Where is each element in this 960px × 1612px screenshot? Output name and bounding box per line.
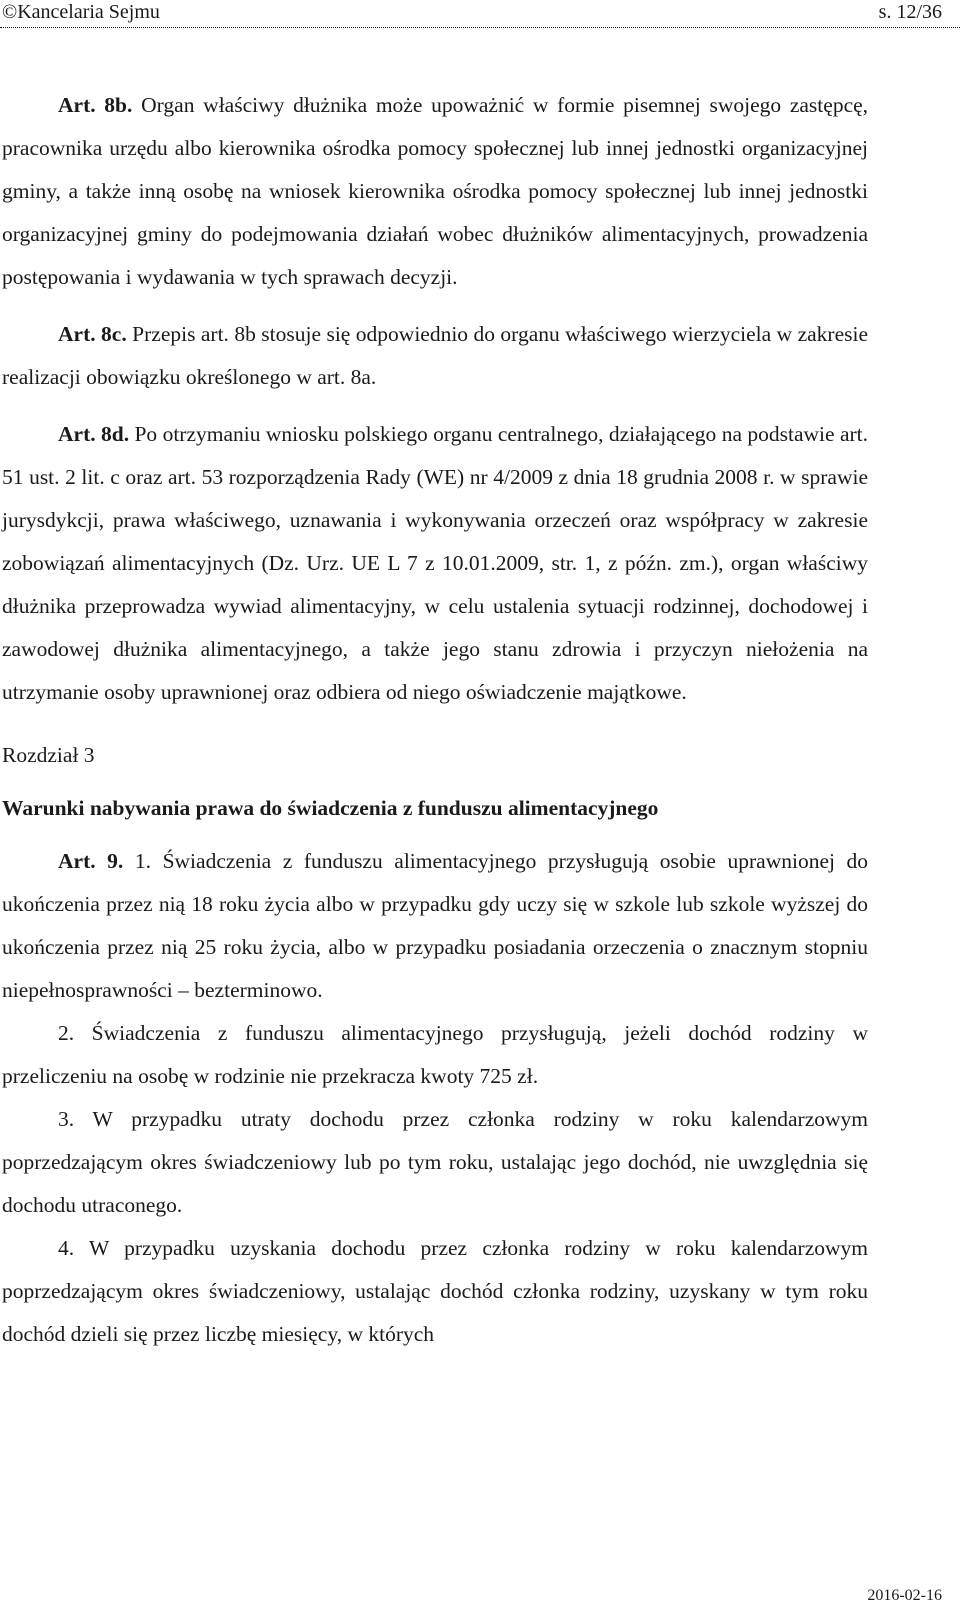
paragraph-text: Świadczenia z funduszu alimentacyjnego przysługują osobie uprawnionej do ukończenia przez nią 18 roku życia albo w przypadku gdy uczy się w szkole lub szkole wyższej do ukończenia przez nią 25 roku życia, albo w przypadku posiadania orzeczenia o znacznym stopniu niepełnosprawności – bezterminowo.: [2, 849, 869, 1002]
article-label: Art. 8d.: [58, 422, 130, 446]
paragraph-number: 1.: [134, 849, 151, 873]
page-number: s. 12/36: [878, 1, 942, 23]
article-9-para-3: 3. W przypadku utraty dochodu przez członka rodziny w roku kalendarzowym poprzedzającym okres świadczeniowy lub po tym roku, ustalając jego dochód, nie uwzględnia się dochodu utraconego.: [2, 1107, 868, 1217]
chapter-title: Warunki nabywania prawa do świadczenia z funduszu alimentacyjnego: [2, 796, 659, 820]
document-body: [2, 84, 868, 1356]
article-8b: [2, 84, 868, 299]
chapter-number: Rozdział 3: [2, 743, 95, 767]
footer-date: 2016-02-16: [867, 1587, 942, 1604]
article-8d: [2, 413, 868, 714]
article-label: Art. 9.: [58, 849, 124, 873]
article-8c: [2, 313, 868, 399]
header-divider: [0, 27, 960, 28]
article-9-para-4: 4. W przypadku uzyskania dochodu przez członka rodziny w roku kalendarzowym poprzedzającym okres świadczeniowy, ustalając dochód członka rodziny, uzyskany w tym roku dochód dzieli się przez liczbę miesięcy, w których: [2, 1236, 868, 1346]
article-text: Organ właściwy dłużnika może upoważnić w formie pisemnej swojego zastępcę, pracownika urzędu albo kierownika ośrodka pomocy społecznej lub innej jednostki organizacyjnej gminy, a także inną osobę na wniosek kierownika ośrodka pomocy społecznej lub innej jednostki organizacyjnej gminy do podejmowania działań wobec dłużników alimentacyjnych, prowadzenia postępowania i wydawania w tych sprawach decyzji.: [2, 93, 869, 289]
article-label: Art. 8c.: [58, 322, 127, 346]
page-header: [0, 0, 960, 30]
article-9-para-2: 2. Świadczenia z funduszu alimentacyjnego przysługują, jeżeli dochód rodziny w przeliczeniu na osobę w rodzinie nie przekracza kwoty 725 zł.: [2, 1021, 868, 1088]
publisher-label: ©Kancelaria Sejmu: [2, 1, 160, 23]
article-text: Przepis art. 8b stosuje się odpowiednio do organu właściwego wierzyciela w zakresie realizacji obowiązku określonego w art. 8a.: [2, 322, 868, 389]
article-text: Po otrzymaniu wniosku polskiego organu centralnego, działającego na podstawie art. 51 ust. 2 lit. c oraz art. 53 rozporządzenia Rady (WE) nr 4/2009 z dnia 18 grudnia 2008 r. w sprawie jurysdykcji, prawa właściwego, uznawania i wykonywania orzeczeń oraz współpracy w zakresie zobowiązań alimentacyjnych (Dz. Urz. UE L 7 z 10.01.2009, str. 1, z późn. zm.), organ właściwy dłużnika przeprowadza wywiad alimentacyjny, w celu ustalenia sytuacji rodzinnej, dochodowej i zawodowej dłużnika alimentacyjnego, a także jego stanu zdrowia i przyczyn niełożenia na utrzymanie osoby uprawnionej oraz odbiera od niego oświadczenie majątkowe.: [2, 422, 868, 704]
article-label: Art. 8b.: [58, 93, 133, 117]
article-9-para-1: [2, 840, 868, 1012]
